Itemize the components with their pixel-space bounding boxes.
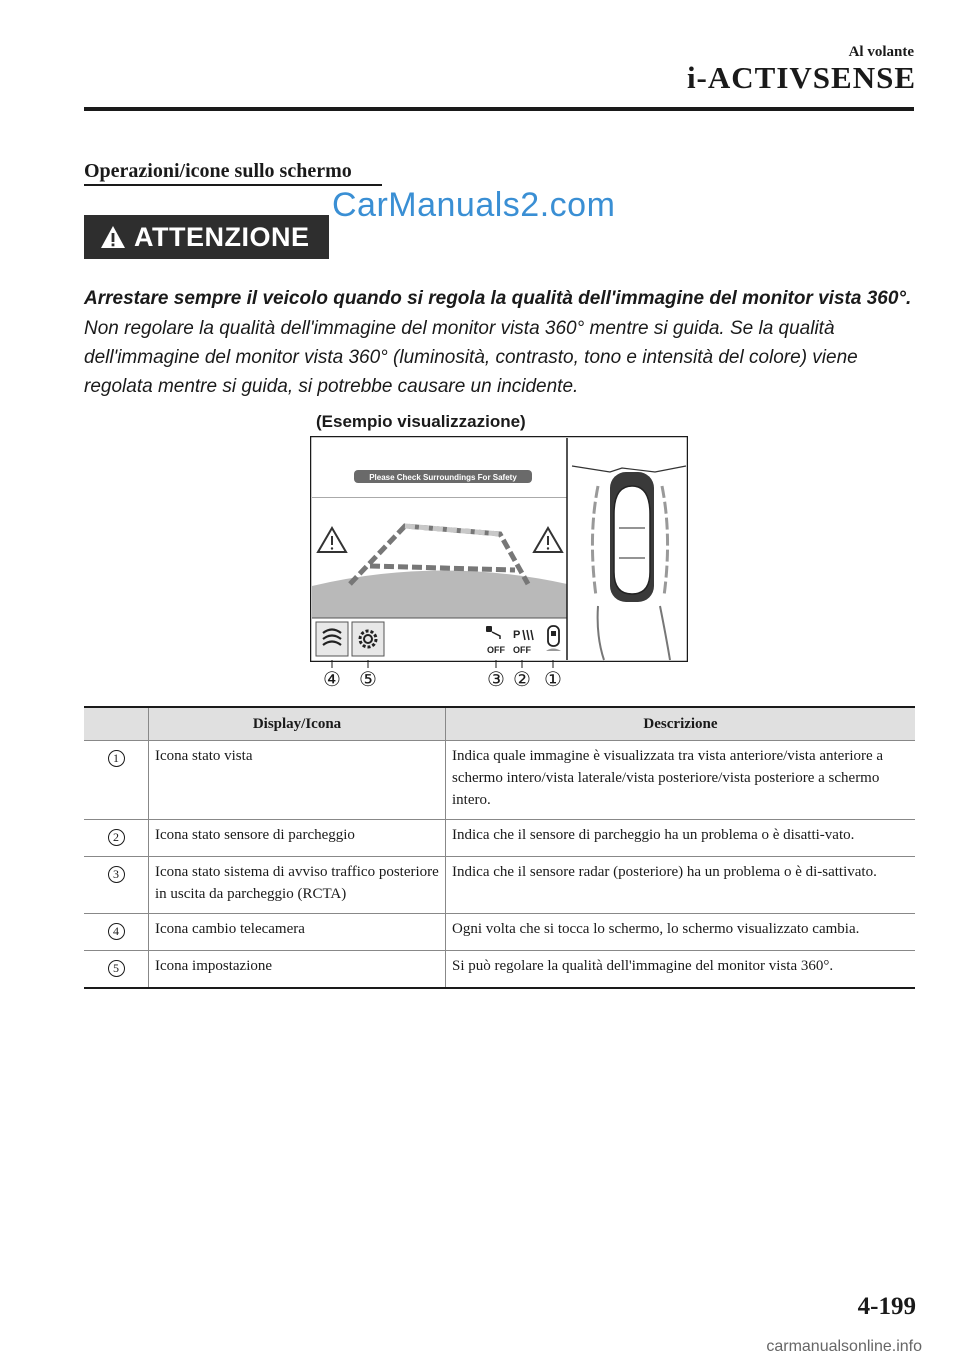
table-row bbox=[84, 951, 915, 989]
safety-banner-text: Please Check Surroundings For Safety bbox=[369, 473, 517, 482]
table-row bbox=[84, 914, 915, 951]
warning-icon bbox=[100, 224, 126, 250]
table-row bbox=[84, 857, 915, 914]
callout-3: ③ bbox=[487, 667, 505, 691]
chapter-title: Al volante bbox=[848, 44, 914, 60]
table-header-row bbox=[84, 707, 915, 741]
row-number: 4 bbox=[108, 923, 125, 940]
icon-description-table bbox=[84, 706, 915, 989]
table-row bbox=[84, 820, 915, 857]
row-number: 2 bbox=[108, 829, 125, 846]
row-description: Indica che il sensore di parcheggio ha un problema o è disatti-vato. bbox=[446, 820, 916, 857]
page-number: 4-199 bbox=[857, 1293, 916, 1320]
monitor-screen-illustration bbox=[310, 436, 688, 662]
callout-4: ④ bbox=[323, 667, 341, 691]
table-header-icon: Display/Icona bbox=[149, 707, 446, 741]
row-icon-name: Icona stato sensore di parcheggio bbox=[149, 820, 446, 857]
header-divider bbox=[84, 107, 914, 111]
footer-site-link[interactable]: carmanualsonline.info bbox=[766, 1338, 922, 1355]
table-header-num bbox=[84, 707, 149, 741]
row-number: 1 bbox=[108, 750, 125, 767]
row-description: Ogni volta che si tocca lo schermo, lo schermo visualizzato cambia. bbox=[446, 914, 916, 951]
section-heading: Operazioni/icone sullo schermo bbox=[84, 160, 352, 182]
row-number: 3 bbox=[108, 866, 125, 883]
warning-badge bbox=[84, 215, 329, 259]
settings-button bbox=[352, 622, 384, 656]
callout-5: ⑤ bbox=[359, 667, 377, 691]
callout-2: ② bbox=[513, 667, 531, 691]
example-caption: (Esempio visualizzazione) bbox=[316, 412, 526, 431]
svg-text:OFF: OFF bbox=[487, 645, 505, 655]
warning-label: ATTENZIONE bbox=[134, 221, 310, 252]
row-icon-name: Icona stato sistema di avviso traffico posteriore in uscita da parcheggio (RCTA) bbox=[149, 857, 446, 914]
row-icon-name: Icona impostazione bbox=[149, 951, 446, 989]
table-row bbox=[84, 741, 915, 820]
svg-text:OFF: OFF bbox=[513, 645, 531, 655]
row-icon-name: Icona stato vista bbox=[149, 741, 446, 820]
row-description: Indica quale immagine è visualizzata tra vista anteriore/vista anteriore a schermo intero/vista laterale/vista posteriore/vista posteriore a schermo intero. bbox=[446, 741, 916, 820]
row-description: Si può regolare la qualità dell'immagine del monitor vista 360°. bbox=[446, 951, 916, 989]
warning-body-text: Non regolare la qualità dell'immagine del monitor vista 360° mentre si guida. Se la qualità dell'immagine del monitor vista 360° (luminosità, contrasto, tono e intensità del colore) viene regolata mentre si guida, si potrebbe causare un incidente. bbox=[84, 318, 858, 397]
callout-numbers bbox=[310, 660, 688, 694]
warning-bold-text: Arrestare sempre il veicolo quando si regola la qualità dell'immagine del monitor vista 360°. bbox=[84, 288, 912, 309]
row-icon-name: Icona cambio telecamera bbox=[149, 914, 446, 951]
row-description: Indica che il sensore radar (posteriore) ha un problema o è di-sattivato. bbox=[446, 857, 916, 914]
section-title: i-ACTIVSENSE bbox=[686, 60, 916, 95]
watermark: CarManuals2.com bbox=[332, 186, 616, 224]
svg-text:P: P bbox=[513, 629, 521, 641]
table-header-description: Descrizione bbox=[446, 707, 916, 741]
row-number: 5 bbox=[108, 960, 125, 977]
camera-switch-button bbox=[316, 622, 348, 656]
callout-1: ① bbox=[544, 667, 562, 691]
